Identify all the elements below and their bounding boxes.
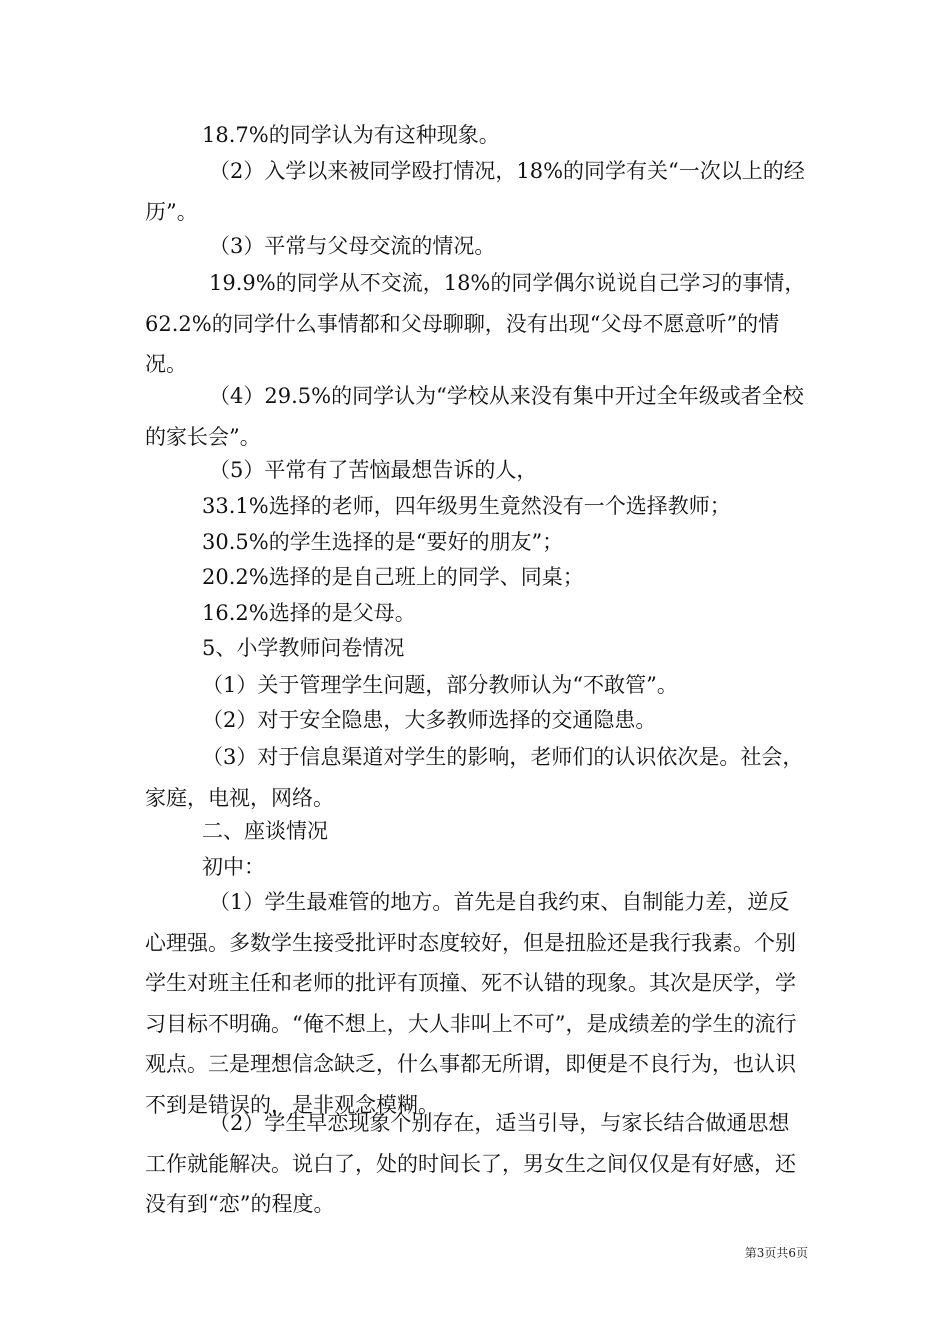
page-footer: 第3页共6页 xyxy=(744,1246,808,1260)
paragraph: 33.1%选择的老师，四年级男生竟然没有一个选择教师； xyxy=(202,494,731,518)
paragraph: （3）平常与父母交流的情况。 xyxy=(209,234,496,258)
paragraph: （2）学生早恋现象个别存在，适当引导，与家长结合做通思想工作就能解决。说白了，处的时间长了，男女生之间仅仅是有好感，还没有到“恋”的程度。 xyxy=(145,1111,796,1216)
paragraph: （2）入学以来被同学殴打情况，18%的同学有关“一次以上的经历”。 xyxy=(145,159,805,224)
subheading: 初中： xyxy=(202,855,265,879)
paragraph: （1）关于管理学生问题，部分教师认为“不敢管”。 xyxy=(202,673,678,697)
paragraph: 20.2%选择的是自己班上的同学、同桌； xyxy=(202,565,584,589)
section-heading: 5、小学教师问卷情况 xyxy=(202,636,405,660)
paragraph: 30.5%的学生选择的是“要好的朋友”； xyxy=(202,530,564,554)
paragraph: （5）平常有了苦恼最想告诉的人， xyxy=(209,458,538,482)
paragraph: 16.2%选择的是父母。 xyxy=(202,601,416,625)
paragraph: 19.9%的同学从不交流，18%的同学偶尔说说自己学习的事情，62.2%的同学什么事情都和父母聊聊，没有出现“父母不愿意听”的情况。 xyxy=(145,271,806,376)
paragraph: （2）对于安全隐患，大多教师选择的交通隐患。 xyxy=(202,708,657,732)
paragraph: 18.7%的同学认为有这种现象。 xyxy=(202,123,500,147)
paragraph: （3）对于信息渠道对学生的影响，老师们的认识依次是。社会，家庭，电视，网络。 xyxy=(145,745,804,810)
section-heading: 二、座谈情况 xyxy=(202,819,328,843)
paragraph: （1）学生最难管的地方。首先是自我约束、自制能力差，逆反心理强。多数学生接受批评时态度较好，但是扭脸还是我行我素。个别学生对班主任和老师的批评有顶撞、死不认错的现象。其次是厌学，学习目标不明确。“俺不想上，大人非叫上不可”，是成绩差的学生的流行观点。三是理想信念缺乏，什么事都无所谓，即便是不良行为，也认识不到是错误的，是非观念模糊。 xyxy=(145,890,797,1117)
paragraph: （4）29.5%的同学认为“学校从来没有集中开过全年级或者全校的家长会”。 xyxy=(145,384,804,449)
